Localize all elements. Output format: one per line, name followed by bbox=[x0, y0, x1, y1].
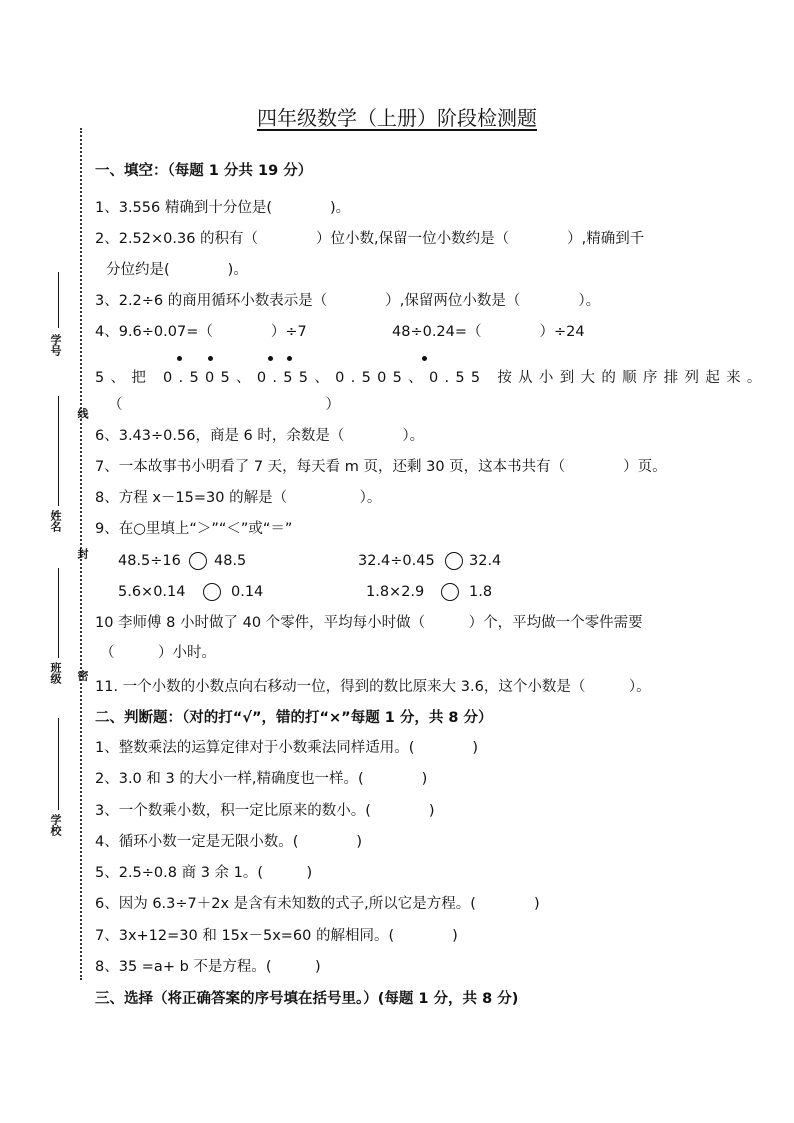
section2-heading: 二、判断题：（对的打“√”，错的打“×”每题 1 分，共 8 分） bbox=[95, 710, 493, 726]
judge-q2: 2、3.0 和 3 的大小一样,精确度也一样。( ) bbox=[95, 771, 428, 787]
compare-1-right: 48.5 bbox=[214, 553, 247, 569]
compare-circle bbox=[203, 583, 221, 601]
repeat-dot bbox=[208, 356, 213, 361]
repeat-dot bbox=[177, 356, 182, 361]
judge-q8: 8、35 =a+ b 不是方程。( ) bbox=[95, 959, 321, 975]
fill-q9: 9、在○里填上“＞”“＜”或“＝” bbox=[95, 521, 293, 537]
fill-q7: 7、一本故事书小明看了 7 天，每天看 m 页，还剩 30 页，这本书共有（ ）页。 bbox=[95, 459, 667, 475]
class-write-line bbox=[58, 568, 59, 658]
compare-2-left: 32.4÷0.45 bbox=[358, 553, 435, 569]
name-label: 姓名 bbox=[49, 510, 62, 532]
compare-circle bbox=[441, 583, 459, 601]
judge-q6: 6、因为 6.3÷7＋2x 是含有未知数的式子,所以它是方程。( ) bbox=[95, 896, 540, 912]
compare-circle bbox=[445, 552, 463, 570]
fill-q3: 3、2.2÷6 的商用循环小数表示是（ ）,保留两位小数是（ ）。 bbox=[95, 293, 601, 309]
section1-heading: 一、填空：（每题 1 分共 19 分） bbox=[95, 163, 313, 179]
fill-q4-right: 48÷0.24=（ ）÷24 bbox=[392, 324, 585, 340]
seal-char-line: 线 bbox=[76, 408, 89, 419]
name-write-line bbox=[58, 396, 59, 506]
judge-q4: 4、循环小数一定是无限小数。( ) bbox=[95, 834, 363, 850]
fill-q8: 8、方程 x－15=30 的解是（ ）。 bbox=[95, 490, 382, 506]
compare-circle bbox=[189, 552, 207, 570]
seal-char-secret: 密 bbox=[76, 670, 89, 681]
repeat-dot bbox=[287, 356, 292, 361]
section3-heading: 三、选择（将正确答案的序号填在括号里。）(每题 1 分，共 8 分) bbox=[95, 991, 519, 1007]
fill-q10-line1: 10 李师傅 8 小时做了 40 个零件，平均每小时做（ ）个，平均做一个零件需要 bbox=[95, 615, 643, 631]
compare-3-right: 0.14 bbox=[231, 584, 264, 600]
fill-q6: 6、3.43÷0.56，商是 6 时，余数是（ ）。 bbox=[95, 428, 425, 444]
fill-q1: 1、3.556 精确到十分位是( )。 bbox=[95, 200, 351, 216]
seal-char-seal: 封 bbox=[76, 548, 89, 559]
judge-q5: 5、2.5÷0.8 商 3 余 1。( ) bbox=[95, 865, 313, 881]
compare-2-right: 32.4 bbox=[469, 553, 502, 569]
fill-q2-line1: 2、2.52×0.36 的积有（ ）位小数,保留一位小数约是（ ）,精确到千 bbox=[95, 231, 645, 247]
page-title bbox=[0, 104, 794, 132]
compare-4-left: 1.8×2.9 bbox=[366, 584, 425, 600]
school-label: 学校 bbox=[49, 814, 62, 836]
student-id-label: 学号 bbox=[49, 334, 62, 356]
judge-q3: 3、一个数乘小数，积一定比原来的数小。( ) bbox=[95, 803, 435, 819]
fill-q4-left: 4、9.6÷0.07=（ ）÷7 bbox=[95, 324, 307, 340]
fill-q5-line1: 5、把 0.505、0.55、0.505、0.55 按从小到大的顺序排列起来。 bbox=[95, 370, 768, 386]
repeat-dot bbox=[422, 356, 427, 361]
class-label: 班级 bbox=[49, 662, 62, 684]
repeat-dot bbox=[268, 356, 273, 361]
judge-q1: 1、整数乘法的运算定律对于小数乘法同样适用。( ) bbox=[95, 740, 479, 756]
fill-q11: 11. 一个小数的小数点向右移动一位，得到的数比原来大 3.6，这个小数是（ ）。 bbox=[95, 679, 651, 695]
school-write-line bbox=[58, 718, 59, 810]
compare-3-left: 5.6×0.14 bbox=[118, 584, 186, 600]
fill-q5-line2: （ ） bbox=[108, 397, 340, 413]
compare-4-right: 1.8 bbox=[469, 584, 493, 600]
fill-q2-line2: 分位约是( )。 bbox=[106, 262, 248, 278]
student-id-write-line bbox=[58, 272, 59, 328]
judge-q7: 7、3x+12=30 和 15x－5x=60 的解相同。( ) bbox=[95, 928, 458, 944]
fill-q10-line2: （ ）小时。 bbox=[100, 645, 216, 661]
page-title-text: 四年级数学（上册）阶段检测题 bbox=[257, 106, 537, 130]
compare-1-left: 48.5÷16 bbox=[118, 553, 181, 569]
